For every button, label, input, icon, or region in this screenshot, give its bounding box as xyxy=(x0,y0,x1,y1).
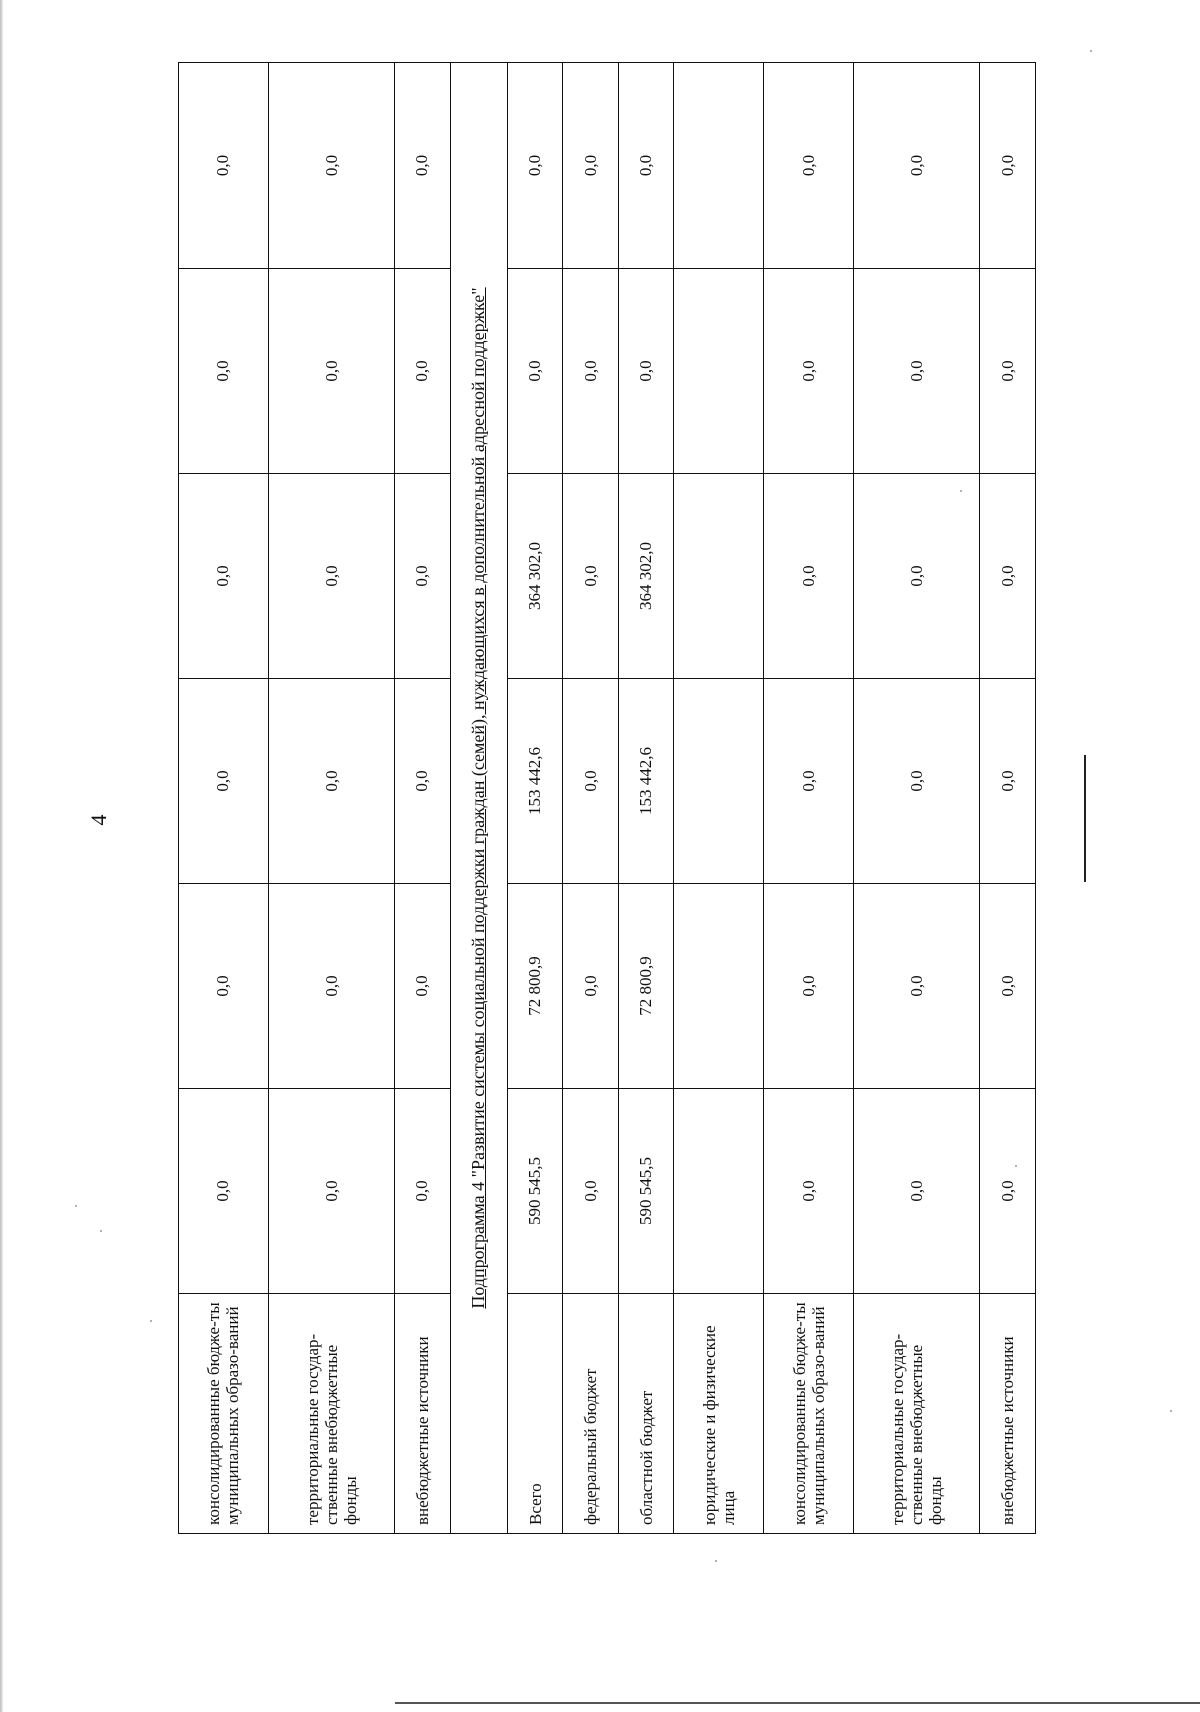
row-label: территориальные государ-ственные внебюджетные фонды xyxy=(854,1294,980,1534)
page-number: 4 xyxy=(86,814,111,826)
scan-edge xyxy=(0,0,3,1712)
rotated-table-wrapper xyxy=(178,63,1036,1534)
value-cell: 0,0 xyxy=(563,679,618,884)
value-cell: 0,0 xyxy=(395,269,450,474)
value-cell: 0,0 xyxy=(764,884,854,1089)
value-cell xyxy=(674,63,764,269)
value-cell: 0,0 xyxy=(764,474,854,679)
value-cell: 0,0 xyxy=(980,63,1036,269)
value-cell: 0,0 xyxy=(764,269,854,474)
value-cell: 0,0 xyxy=(395,679,450,884)
value-cell: 0,0 xyxy=(268,884,394,1089)
value-cell: 0,0 xyxy=(854,269,980,474)
value-cell xyxy=(674,679,764,884)
bottom-edge-line xyxy=(395,1702,1200,1704)
table-row xyxy=(980,63,1036,1534)
value-cell: 0,0 xyxy=(395,1089,450,1294)
value-cell: 0,0 xyxy=(395,474,450,679)
row-label: внебюджетные источники xyxy=(980,1294,1036,1534)
row-label: юридические и физические лица xyxy=(674,1294,764,1534)
table-row xyxy=(563,63,618,1534)
value-cell: 0,0 xyxy=(618,63,673,269)
value-cell: 0,0 xyxy=(179,269,269,474)
value-cell: 364 302,0 xyxy=(508,474,563,679)
row-label: Всего xyxy=(508,1294,563,1534)
value-cell: 0,0 xyxy=(764,679,854,884)
value-cell: 0,0 xyxy=(618,269,673,474)
value-cell: 153 442,6 xyxy=(508,679,563,884)
table-row xyxy=(268,63,394,1534)
value-cell: 0,0 xyxy=(508,269,563,474)
value-cell: 0,0 xyxy=(268,269,394,474)
value-cell: 0,0 xyxy=(508,63,563,269)
row-label: федеральный бюджет xyxy=(563,1294,618,1534)
value-cell: 0,0 xyxy=(563,269,618,474)
value-cell: 0,0 xyxy=(563,884,618,1089)
value-cell: 0,0 xyxy=(268,474,394,679)
value-cell: 364 302,0 xyxy=(618,474,673,679)
value-cell: 0,0 xyxy=(268,1089,394,1294)
value-cell: 0,0 xyxy=(563,1089,618,1294)
row-label: консолидированные бюдже-ты муниципальных образо-ваний xyxy=(764,1294,854,1534)
value-cell: 0,0 xyxy=(179,474,269,679)
value-cell: 0,0 xyxy=(854,884,980,1089)
value-cell xyxy=(674,474,764,679)
value-cell: 72 800,9 xyxy=(618,884,673,1089)
value-cell: 0,0 xyxy=(395,63,450,269)
value-cell: 0,0 xyxy=(563,63,618,269)
value-cell xyxy=(674,269,764,474)
row-label: консолидированные бюдже-ты муниципальных образо-ваний xyxy=(179,1294,269,1534)
table-row xyxy=(395,63,450,1534)
value-cell: 0,0 xyxy=(980,269,1036,474)
value-cell: 0,0 xyxy=(980,474,1036,679)
table-row xyxy=(508,63,563,1534)
value-cell xyxy=(674,1089,764,1294)
value-cell: 0,0 xyxy=(179,63,269,269)
value-cell: 0,0 xyxy=(764,63,854,269)
row-label: областной бюджет xyxy=(618,1294,673,1534)
value-cell: 0,0 xyxy=(854,63,980,269)
value-cell: 0,0 xyxy=(854,474,980,679)
value-cell: 0,0 xyxy=(179,1089,269,1294)
value-cell: 0,0 xyxy=(854,679,980,884)
value-cell: 590 545,5 xyxy=(618,1089,673,1294)
value-cell: 153 442,6 xyxy=(618,679,673,884)
row-label: территориальные государ-ственные внебюджетные фонды xyxy=(268,1294,394,1534)
table-row xyxy=(854,63,980,1534)
value-cell: 0,0 xyxy=(980,679,1036,884)
value-cell: 0,0 xyxy=(764,1089,854,1294)
value-cell: 0,0 xyxy=(980,1089,1036,1294)
value-cell: 0,0 xyxy=(268,63,394,269)
separator-line xyxy=(1084,755,1086,882)
funding-table xyxy=(178,62,1036,1534)
table-row xyxy=(618,63,673,1534)
table-row xyxy=(674,63,764,1534)
value-cell: 0,0 xyxy=(854,1089,980,1294)
table-row xyxy=(764,63,854,1534)
value-cell: 0,0 xyxy=(268,679,394,884)
subprogram-row xyxy=(450,63,507,1534)
row-label: внебюджетные источники xyxy=(395,1294,450,1534)
table-row xyxy=(179,63,269,1534)
value-cell xyxy=(674,884,764,1089)
value-cell: 0,0 xyxy=(179,679,269,884)
value-cell: 590 545,5 xyxy=(508,1089,563,1294)
value-cell: 0,0 xyxy=(179,884,269,1089)
subprogram-title: Подпрограмма 4 "Развитие системы социальной поддержки граждан (семей), нуждающихся в дополнительной адресной поддержке" xyxy=(450,63,507,1534)
value-cell: 0,0 xyxy=(980,884,1036,1089)
table-body xyxy=(179,63,1036,1534)
value-cell: 72 800,9 xyxy=(508,884,563,1089)
value-cell: 0,0 xyxy=(395,884,450,1089)
value-cell: 0,0 xyxy=(563,474,618,679)
